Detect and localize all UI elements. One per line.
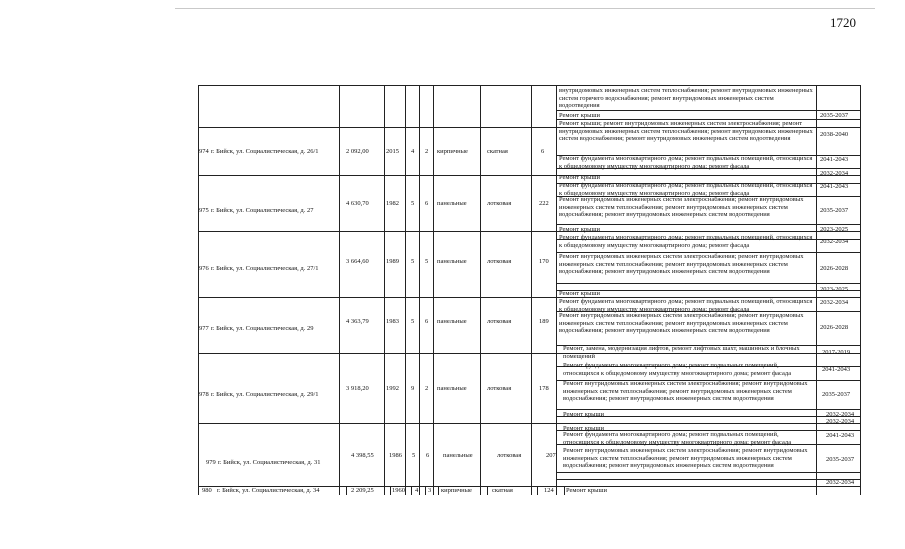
roof-cell: скатная <box>492 487 513 494</box>
floors-cell: 4 <box>411 148 415 155</box>
period-cell: 2032-2034 <box>820 238 849 245</box>
roof-cell: лотковая <box>487 258 512 265</box>
walls-cell: кирпичные <box>441 487 472 494</box>
area-cell: 4 398,55 <box>351 452 374 459</box>
period-cell: 2035-2037 <box>826 456 855 463</box>
apartments-cell: 6 <box>541 148 545 155</box>
work-cell: Ремонт внутридомовых инженерных систем электроснабжения; ремонт внутридомовых инженерных систем теплоснабжения; ремонт внутридомовых инженерных систем водоснабжения; ремонт внутридомовых инженерных систем водоотведения <box>563 447 808 469</box>
entrances-cell: 3 <box>428 487 432 494</box>
page-number: 1720 <box>830 15 856 30</box>
work-cell: Ремонт фундамента многоквартирного дома; ремонт подвальных помещений, относящихся к общедомовому имуществу многоквартирного дома; ремонт фасада <box>559 182 813 197</box>
address-cell: г. Бийск, ул. Социалистическая, д. 29/1 <box>211 391 319 398</box>
area-cell: 2 092,00 <box>346 148 369 155</box>
apartments-cell: 207 <box>546 452 556 459</box>
work-cell: Ремонт крыши <box>563 425 604 432</box>
work-cell: Ремонт фундамента многоквартирного дома; ремонт подвальных помещений, относящихся к общедомовому имуществу многоквартирного дома; ремонт фасада <box>559 298 813 313</box>
area-cell: 4 630,70 <box>346 200 369 207</box>
roof-cell: лотковая <box>487 200 512 207</box>
floors-cell: 5 <box>411 318 415 325</box>
period-cell: 2032-2034 <box>826 418 855 425</box>
area-cell: 4 363,79 <box>346 318 369 325</box>
year-cell: 1992 <box>386 385 399 392</box>
year-cell: 1989 <box>386 258 399 265</box>
floors-cell: 9 <box>411 385 415 392</box>
floors-cell: 4 <box>415 487 419 494</box>
work-cell: Ремонт крыши; ремонт внутридомовых инженерных систем электроснабжения; ремонт внутридомовых инженерных систем теплоснабжения; ремонт внутридомовых инженерных систем водоснабжения; ремонт внутридомовых инженерных систем водоотведения <box>559 120 813 142</box>
period-cell: 2023-2025 <box>820 226 849 233</box>
roof-cell: лотковая <box>487 318 512 325</box>
period-cell: 2041-2043 <box>826 432 855 439</box>
address-cell: г. Бийск, ул. Социалистическая, д. 26/1 <box>211 148 319 155</box>
entrances-cell: 5 <box>425 258 429 265</box>
walls-cell: панельные <box>437 200 467 207</box>
period-cell: 2032-2034 <box>820 170 849 177</box>
apartments-cell: 170 <box>539 258 549 265</box>
year-cell: 1986 <box>389 452 402 459</box>
entrances-cell: 6 <box>426 452 430 459</box>
work-cell: Ремонт крыши <box>559 174 600 181</box>
period-cell: 2035-2037 <box>822 391 851 398</box>
work-cell: Ремонт внутридомовых инженерных систем электроснабжения; ремонт внутридомовых инженерных систем теплоснабжения; ремонт внутридомовых инженерных систем водоснабжения; ремонт внутридомовых инженерных систем водоотведения <box>559 196 804 218</box>
apartments-cell: 222 <box>539 200 549 207</box>
period-cell: 2032-2034 <box>826 411 855 418</box>
period-cell: 2017-2019 <box>822 349 851 356</box>
year-cell: 2015 <box>386 148 399 155</box>
apartments-cell: 124 <box>544 487 554 494</box>
roof-cell: лотковая <box>497 452 522 459</box>
entrances-cell: 6 <box>425 318 429 325</box>
period-cell: 2035-2037 <box>820 207 849 214</box>
year-cell: 1982 <box>386 200 399 207</box>
entrances-cell: 2 <box>425 385 429 392</box>
floors-cell: 5 <box>412 452 416 459</box>
period-cell: 2041-2043 <box>820 156 849 163</box>
walls-cell: панельные <box>437 258 467 265</box>
row-number: 977 <box>199 325 209 332</box>
entrances-cell: 2 <box>425 148 429 155</box>
row-number: 979 <box>206 459 216 466</box>
roof-cell: лотковая <box>487 385 512 392</box>
work-cell: Ремонт фундамента многоквартирного дома; ремонт подвальных помещений, относящихся к общедомовому имуществу многоквартирного дома; ремонт фасада <box>559 155 813 170</box>
period-cell: 2041-2043 <box>822 366 851 373</box>
walls-cell: панельные <box>443 452 473 459</box>
scan-edge-line <box>175 8 875 9</box>
period-cell: 2035-2037 <box>820 112 849 119</box>
period-cell: 2032-2034 <box>820 299 849 306</box>
work-cell: Ремонт, замена, модернизация лифтов, ремонт лифтовых шахт, машинных и блочных помещений <box>563 345 800 360</box>
row-number: 976 <box>199 265 209 272</box>
address-cell: г. Бийск, ул. Социалистическая, д. 27/1 <box>211 265 319 272</box>
year-cell: 1983 <box>386 318 399 325</box>
area-cell: 3 664,60 <box>346 258 369 265</box>
period-cell: 2038-2040 <box>820 131 849 138</box>
work-cell: Ремонт фундамента многоквартирного дома; ремонт подвальных помещений, относящихся к общедомовому имуществу многоквартирного дома; ремонт фасада <box>559 234 813 249</box>
roof-cell: скатная <box>487 148 508 155</box>
work-cell: Ремонт крыши <box>563 411 604 418</box>
apartments-cell: 189 <box>539 318 549 325</box>
period-cell: 2041-2043 <box>820 183 849 190</box>
period-cell: 2032-2034 <box>826 479 855 486</box>
walls-cell: кирпичные <box>437 148 468 155</box>
address-cell: г. Бийск, ул. Социалистическая, д. 31 <box>218 459 321 466</box>
period-cell: 2023-2025 <box>820 286 849 293</box>
work-cell: Ремонт внутридомовых инженерных систем электроснабжения; ремонт внутридомовых инженерных систем теплоснабжения; ремонт внутридомовых инженерных систем водоснабжения; ремонт внутридомовых инженерных систем водоотведения <box>559 312 804 334</box>
row-number: 974 <box>199 148 209 155</box>
work-cell: Ремонт внутридомовых инженерных систем электроснабжения; ремонт внутридомовых инженерных систем теплоснабжения; ремонт внутридомовых инженерных систем водоснабжения; ремонт внутридомовых инженерных систем водоотведения <box>559 253 804 275</box>
work-cell: Ремонт фундамента многоквартирного дома; ремонт подвальных помещений, относящихся к общедомовому имуществу многоквартирного дома; ремонт фасада <box>563 362 792 377</box>
row-number: 975 <box>199 207 209 214</box>
work-cell: Ремонт фундамента многоквартирного дома; ремонт подвальных помещений, относящихся к общедомовому имуществу многоквартирного дома; ремонт фасада <box>563 431 792 446</box>
work-cell: Ремонт внутридомовых инженерных систем электроснабжения; ремонт внутридомовых инженерных систем теплоснабжения; ремонт внутридомовых инженерных систем водоснабжения; ремонт внутридомовых инженерных систем водоотведения <box>563 380 808 402</box>
address-cell: г. Бийск, ул. Социалистическая, д. 34 <box>217 487 320 494</box>
address-cell: г. Бийск, ул. Социалистическая, д. 29 <box>211 325 314 332</box>
apartments-cell: 178 <box>539 385 549 392</box>
floors-cell: 5 <box>411 258 415 265</box>
work-cell: Ремонт крыши <box>566 487 607 494</box>
year-cell: 1960 <box>392 487 405 494</box>
period-cell: 2026-2028 <box>820 324 849 331</box>
period-cell: 2026-2028 <box>820 265 849 272</box>
row-number: 980 <box>202 487 212 494</box>
continued-work-text: внутридомовых инженерных систем теплоснабжения; ремонт внутридомовых инженерных систем горячего водоснабжения; ремонт внутридомовых инженерных систем водоотведения <box>559 87 813 109</box>
row-number: 978 <box>199 391 209 398</box>
floors-cell: 5 <box>411 200 415 207</box>
work-cell: Ремонт крыши <box>559 226 600 233</box>
work-cell: Ремонт крыши <box>559 112 600 119</box>
area-cell: 3 918,20 <box>346 385 369 392</box>
entrances-cell: 6 <box>425 200 429 207</box>
walls-cell: панельные <box>437 318 467 325</box>
last-row <box>198 486 615 495</box>
address-cell: г. Бийск, ул. Социалистическая, д. 27 <box>211 207 314 214</box>
walls-cell: панельные <box>437 385 467 392</box>
area-cell: 2 209,25 <box>351 487 374 494</box>
work-cell: Ремонт крыши <box>559 290 600 297</box>
